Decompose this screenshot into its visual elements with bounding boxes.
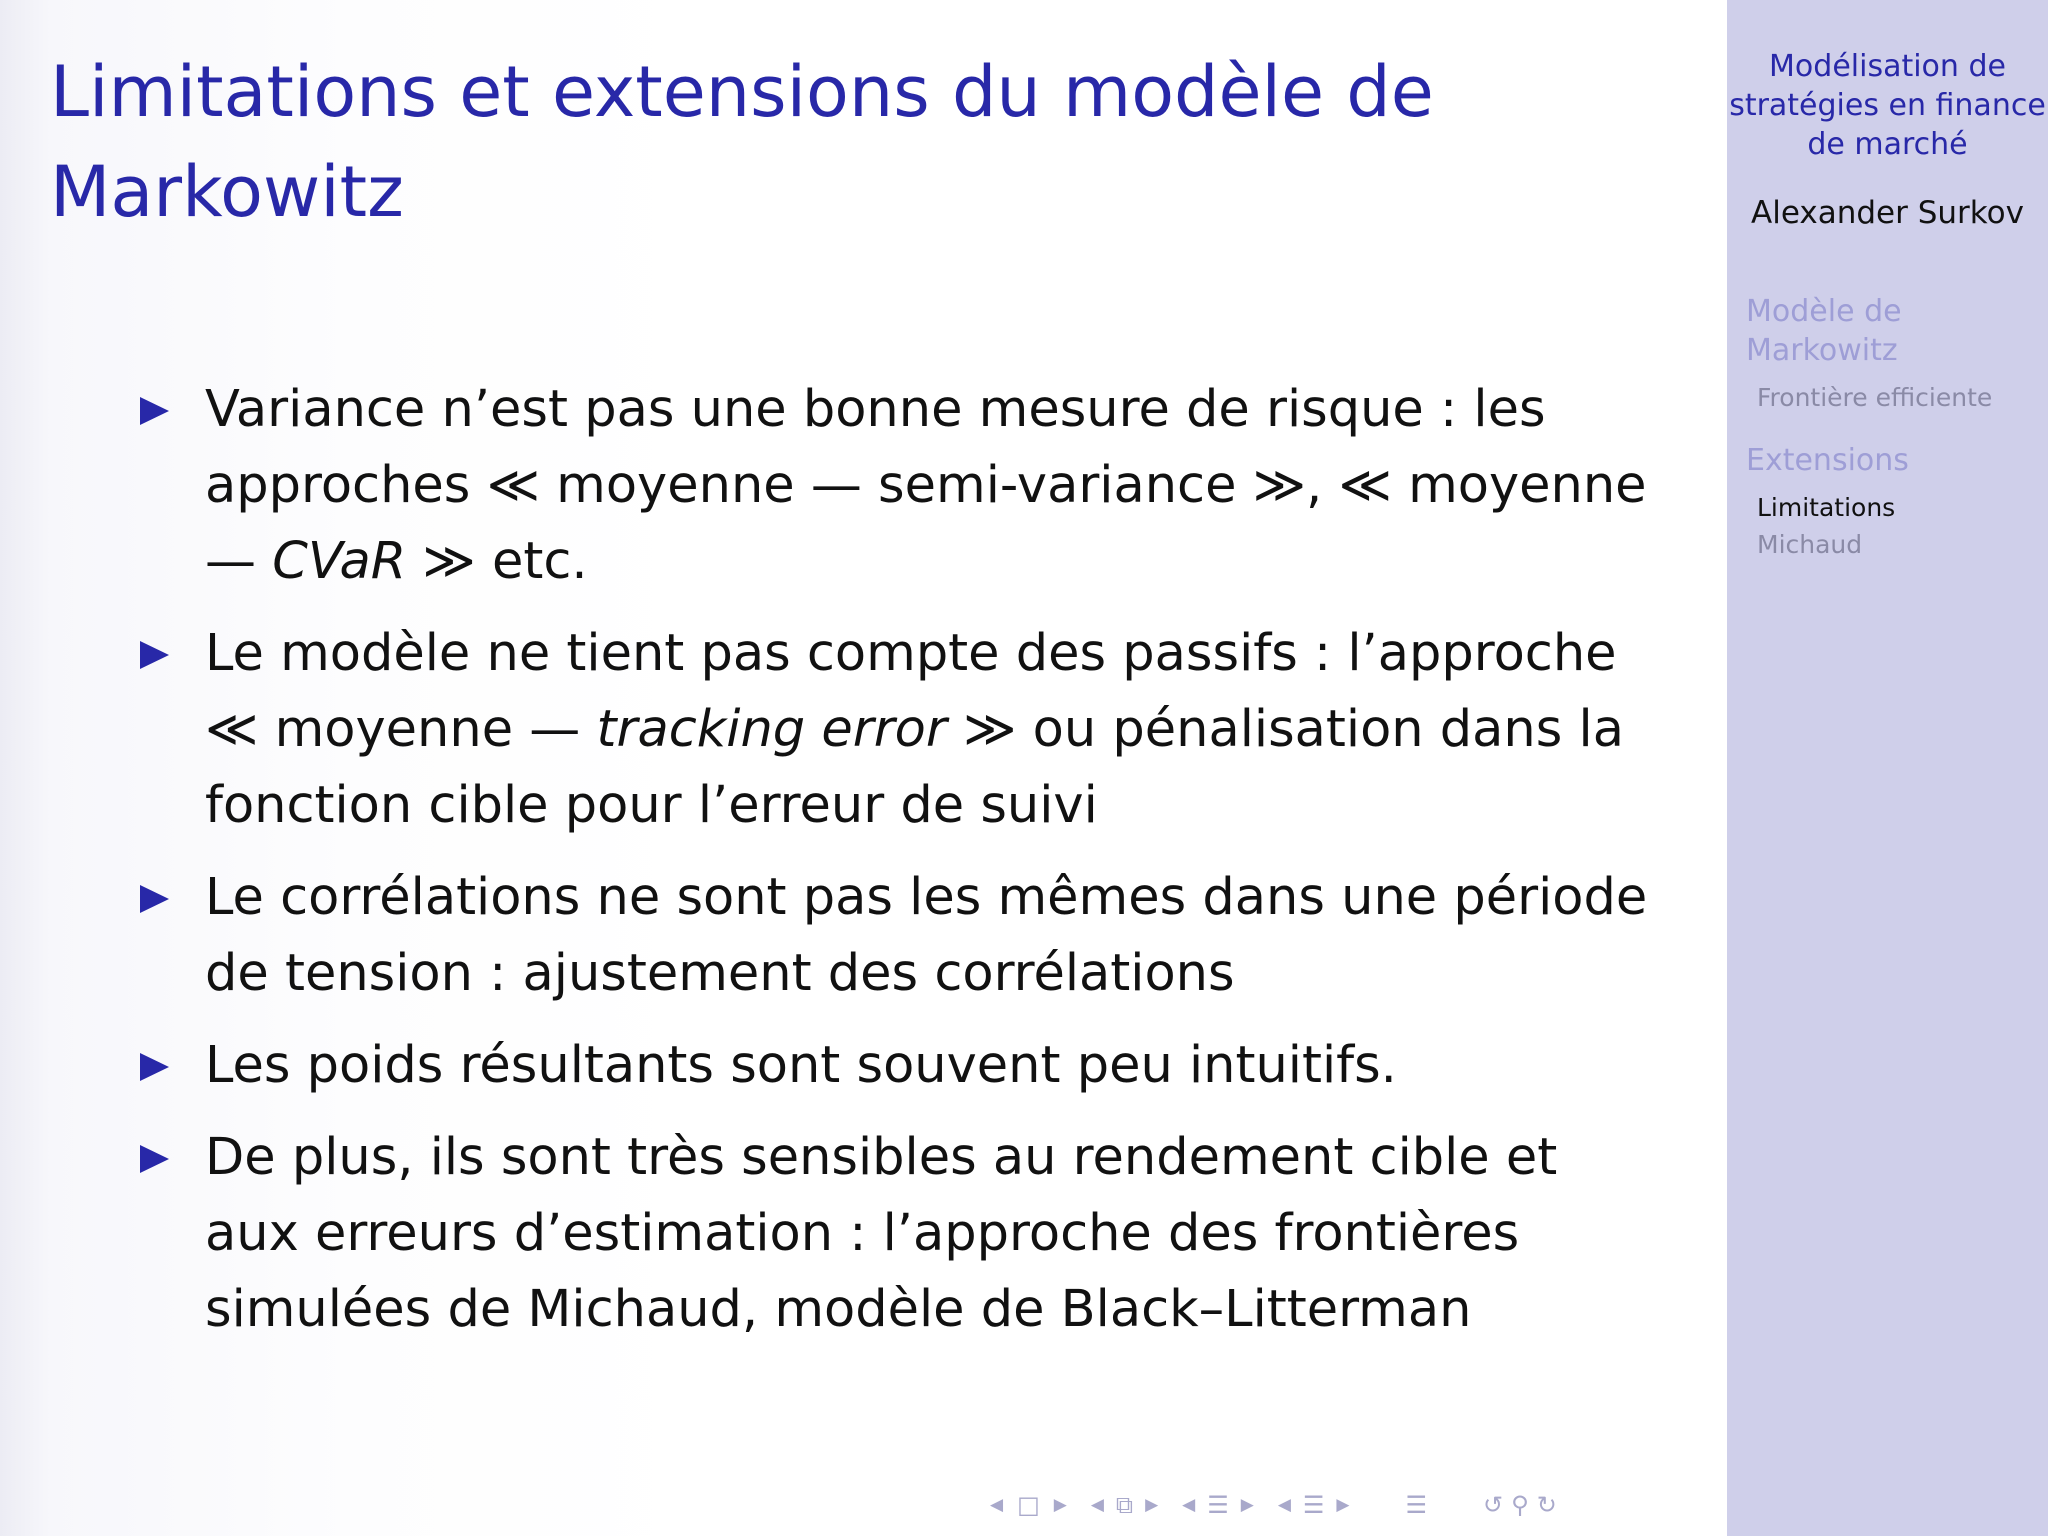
nav-right-arrow-icon[interactable]: ▶ (1336, 1495, 1350, 1515)
bullet-text (205, 624, 1624, 835)
nav-left-arrow-icon[interactable]: ◀ (990, 1495, 1004, 1515)
nav-left-arrow-icon[interactable]: ◀ (1182, 1495, 1196, 1515)
nav-left-arrow-icon[interactable]: ◀ (1090, 1495, 1104, 1515)
nav-left-arrow-icon[interactable]: ◀ (1277, 1495, 1291, 1515)
bullet-text-italic: tracking error (596, 700, 947, 759)
sidebar-subsection-michaud[interactable]: Michaud (1757, 530, 1863, 559)
bullet-item (140, 616, 1660, 844)
nav-presentation-icon[interactable]: ☰ (1302, 1491, 1325, 1519)
bullet-text-part: Variance n’est pas une bonne mesure de risque : les approches ≪ moyenne — semi-variance ≫, ≪ moyenne — (205, 380, 1647, 591)
nav-frame-icon[interactable]: □ (1017, 1491, 1040, 1519)
nav-appendix-icon[interactable]: ☰ (1405, 1491, 1427, 1519)
bullet-item (140, 372, 1660, 600)
nav-right-arrow-icon[interactable]: ▶ (1240, 1495, 1254, 1515)
sidebar (1727, 0, 2048, 1536)
sidebar-subsection-frontiere[interactable]: Frontière efficiente (1757, 383, 1993, 412)
bullet-text-italic: CVaR (272, 532, 407, 591)
bullet-item (140, 860, 1660, 1012)
bullet-triangle-icon (140, 885, 169, 913)
slide-title: Limitations et extensions du modèle de Markowitz (50, 51, 1434, 233)
bullet-text (205, 380, 1647, 591)
bullet-triangle-icon (140, 397, 169, 425)
sidebar-section-extensions[interactable]: Extensions (1746, 443, 1909, 478)
nav-search-icon[interactable]: ⚲ (1511, 1491, 1529, 1519)
bullet-triangle-icon (140, 1145, 169, 1173)
nav-right-arrow-icon[interactable]: ▶ (1053, 1495, 1067, 1515)
bullet-text-part: Le modèle ne tient pas compte des passifs : l’approche ≪ moyenne — (205, 624, 1617, 759)
bullet-text-part: ≫ etc. (406, 532, 588, 591)
sidebar-subsection-limitations[interactable]: Limitations (1757, 493, 1896, 522)
bullet-list (140, 372, 1660, 1364)
sidebar-section-markowitz[interactable]: Modèle de Markowitz (1746, 294, 1902, 368)
bullet-text: Le corrélations ne sont pas les mêmes dans une période de tension : ajustement des corrélations (205, 868, 1648, 1003)
sidebar-author[interactable]: Alexander Surkov (1751, 195, 2024, 231)
bullet-triangle-icon (140, 1053, 169, 1081)
bullet-triangle-icon (140, 641, 169, 669)
beamer-navigation-bar (990, 1488, 1710, 1522)
bullet-item (140, 1028, 1660, 1104)
nav-right-arrow-icon[interactable]: ▶ (1145, 1495, 1159, 1515)
nav-subsection-icon[interactable]: ⧉ (1115, 1491, 1134, 1519)
sidebar-presentation-title[interactable]: Modélisation de stratégies en finance de marché (1729, 49, 2046, 162)
nav-section-icon[interactable]: ☰ (1207, 1491, 1229, 1519)
nav-forward-icon[interactable]: ↻ (1536, 1491, 1557, 1519)
bullet-text: De plus, ils sont très sensibles au rendement cible et aux erreurs d’estimation : l’approche des frontières simulées de Michaud, modèle de Black–Litterman (205, 1128, 1558, 1339)
bullet-text-part: ≫ ou pénalisation dans la fonction cible pour l’erreur de suivi (205, 700, 1624, 835)
bullet-text: Les poids résultants sont souvent peu intuitifs. (205, 1036, 1397, 1095)
bullet-item (140, 1120, 1660, 1348)
nav-back-icon[interactable]: ↺ (1483, 1491, 1504, 1519)
